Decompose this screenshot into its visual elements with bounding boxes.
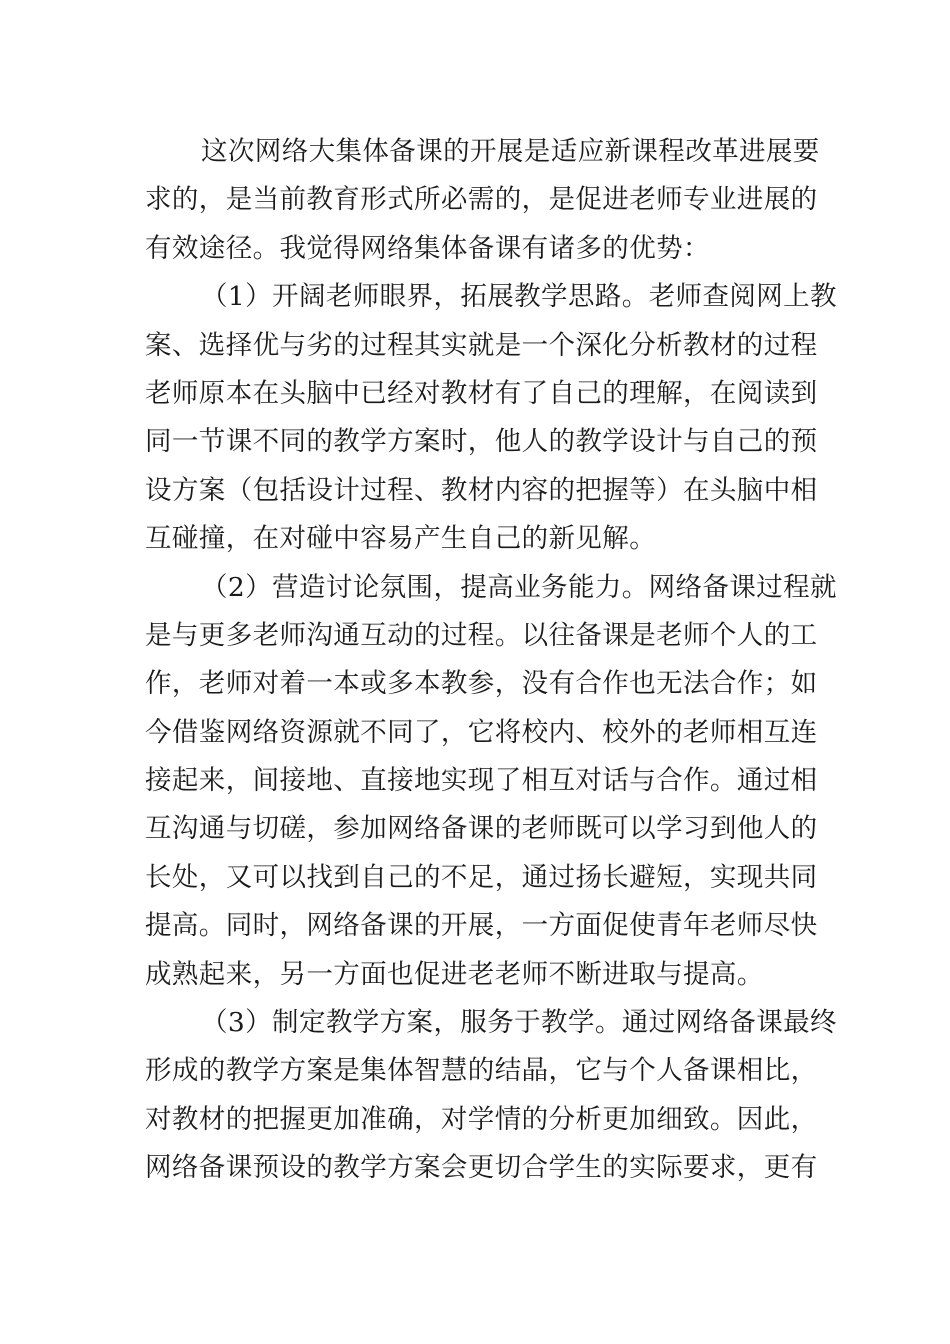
paragraph-first-line: 这次网络大集体备课的开展是适应新课程改革进展要 [201,136,820,167]
text-line: 同一节课不同的教学方案时，他人的教学设计与自己的预 [145,426,818,458]
text-line: 设方案（包括设计过程、教材内容的把握等）在头脑中相 [145,474,818,506]
text-line: 网络备课预设的教学方案会更切合学生的实际要求，更有 [145,1152,818,1184]
text-line: 长处，又可以找到自己的不足，通过扬长避短，实现共同 [145,861,818,893]
text-line: 案、选择优与劣的过程其实就是一个深化分析教材的过程 [145,329,818,361]
text-line: 今借鉴网络资源就不同了，它将校内、校外的老师相互连 [145,716,818,748]
text-line: 互沟通与切磋，参加网络备课的老师既可以学习到他人的 [145,813,818,845]
text-line: 接起来，间接地、直接地实现了相互对话与合作。通过相 [145,765,818,797]
paragraph-first-line: （2）营造讨论氛围，提高业务能力。网络备课过程就 [201,571,837,603]
text-line: 作，老师对着一本或多本教参，没有合作也无法合作；如 [145,668,818,700]
text-line: 对教材的把握更加准确，对学情的分析更加细致。因此， [145,1103,818,1135]
text-line: 是与更多老师沟通互动的过程。以往备课是老师个人的工 [145,619,818,651]
text-line: 提高。同时，网络备课的开展，一方面促使青年老师尽快 [145,910,818,942]
text-line: 有效途径。我觉得网络集体备课有诸多的优势： [145,232,710,264]
text-line: 求的，是当前教育形式所必需的，是促进老师专业进展的 [145,184,818,216]
document-body [145,128,837,1193]
text-line: 互碰撞，在对碰中容易产生自己的新见解。 [145,523,657,555]
text-line: 老师原本在头脑中已经对教材有了自己的理解，在阅读到 [145,377,818,409]
paragraph-first-line: （1）开阔老师眼界，拓展教学思路。老师查阅网上教 [201,281,837,313]
paragraph-first-line: （3）制定教学方案，服务于教学。通过网络备课最终 [201,1007,837,1039]
text-line: 成熟起来，另一方面也促进老老师不断进取与提高。 [145,958,764,990]
text-line: 形成的教学方案是集体智慧的结晶，它与个人备课相比， [145,1055,818,1087]
